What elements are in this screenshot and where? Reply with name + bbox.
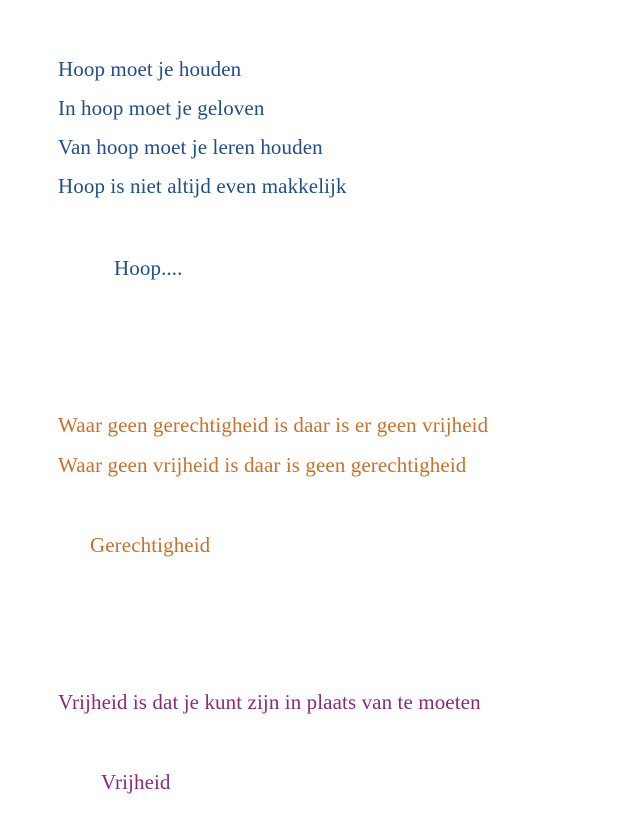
poem-line: Waar geen vrijheid is daar is geen gerechtigheid: [58, 453, 467, 477]
poem-line: Hoop moet je houden: [58, 57, 242, 81]
poem-line: Waar geen gerechtigheid is daar is er geen vrijheid: [58, 413, 489, 437]
poem-line: Vrijheid is dat je kunt zijn in plaats van te moeten: [58, 690, 481, 714]
poem-line: Hoop is niet altijd even makkelijk: [58, 174, 347, 198]
stanza-title-hoop: Hoop....: [114, 256, 183, 280]
poem-line: Van hoop moet je leren houden: [58, 135, 323, 159]
poem-line: In hoop moet je geloven: [58, 96, 265, 120]
stanza-title-vrijheid: Vrijheid: [101, 770, 171, 794]
stanza-title-gerechtigheid: Gerechtigheid: [90, 533, 211, 557]
